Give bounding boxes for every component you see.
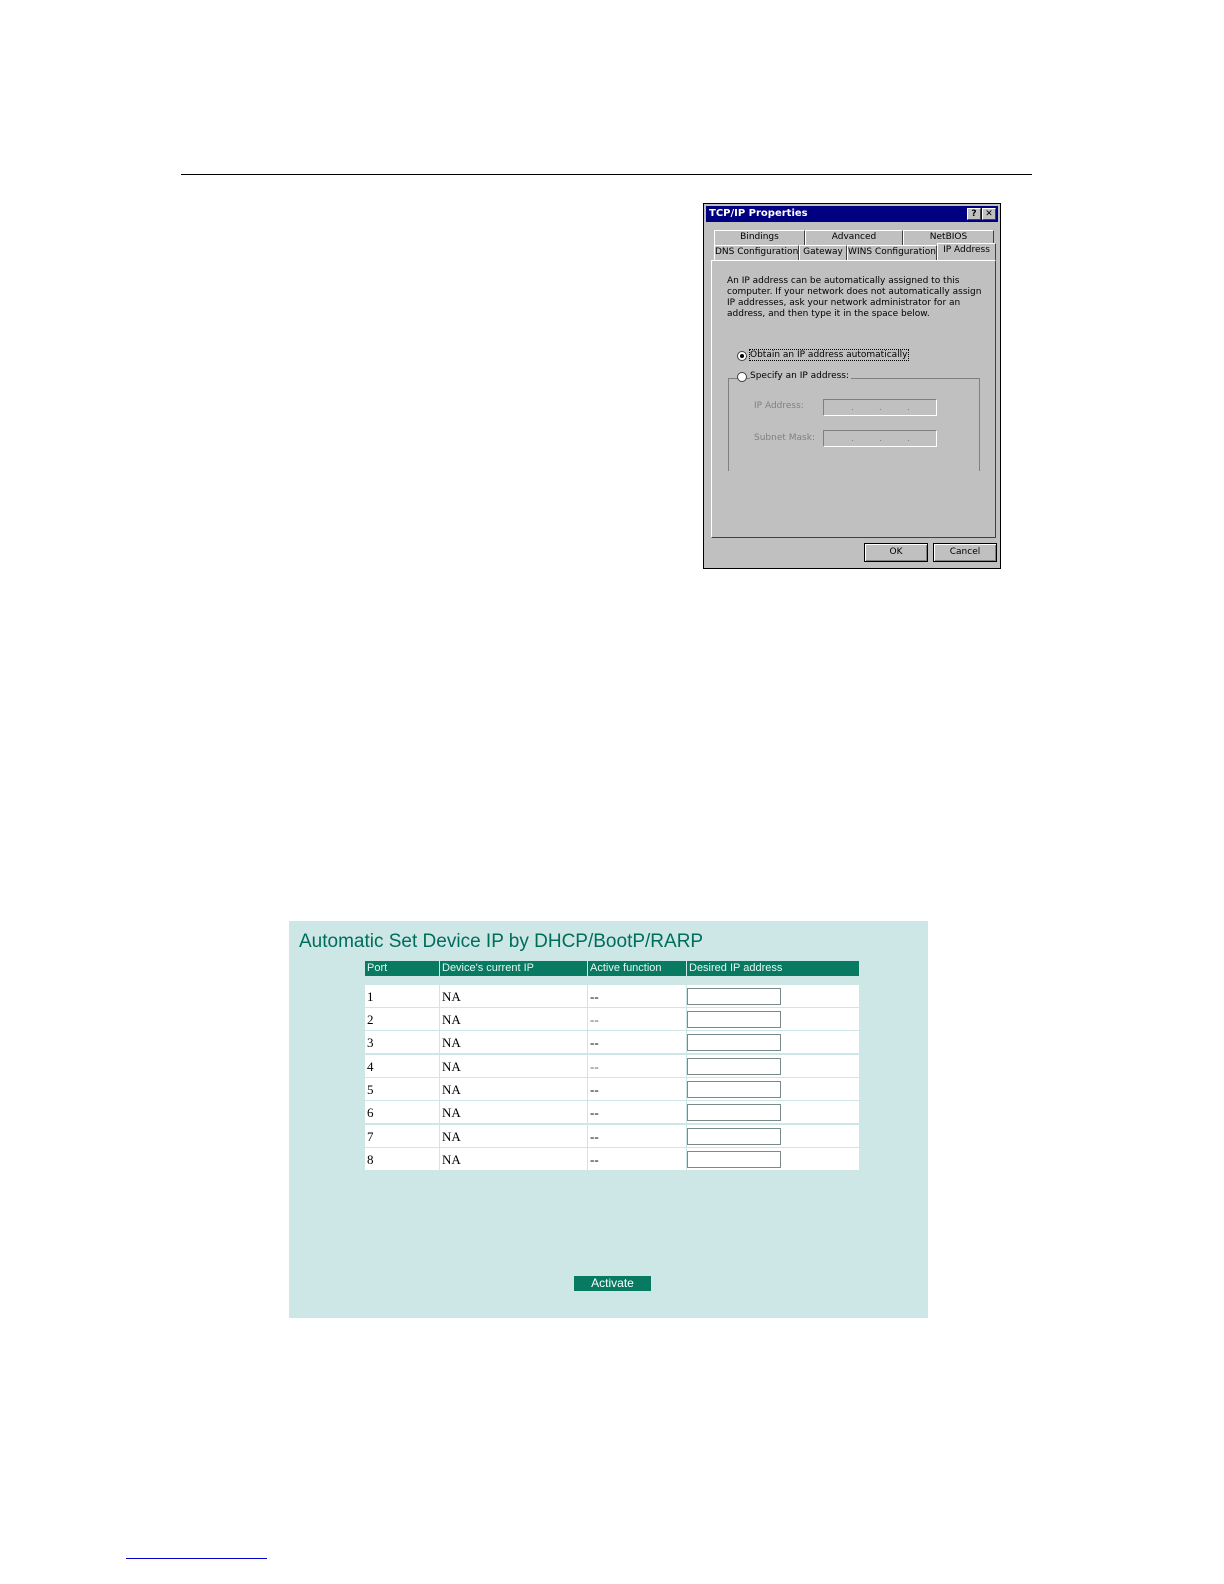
desired-ip-input[interactable] bbox=[687, 1128, 781, 1145]
current-ip-cell: NA bbox=[439, 1101, 587, 1123]
port-cell: 6 bbox=[367, 1105, 374, 1120]
dialog-title-bar bbox=[706, 206, 998, 222]
desired-ip-input[interactable] bbox=[687, 1151, 781, 1168]
tab-ip-address[interactable]: IP Address bbox=[937, 243, 996, 260]
cancel-button[interactable]: Cancel bbox=[933, 543, 997, 562]
active-function-cell: -- bbox=[587, 1101, 686, 1123]
activate-button[interactable]: Activate bbox=[574, 1276, 651, 1291]
header-rule bbox=[181, 174, 1032, 175]
port-cell: 5 bbox=[367, 1082, 374, 1097]
obtain-ip-radio[interactable] bbox=[737, 351, 747, 361]
column-port: Port bbox=[367, 962, 388, 974]
ip-address-label: IP Address: bbox=[754, 401, 804, 411]
auto-set-ip-panel bbox=[289, 921, 928, 1318]
obtain-ip-label[interactable]: Obtain an IP address automatically bbox=[750, 350, 908, 360]
ip-description: An IP address can be automatically assigned to this computer. If your network does not automatically assign IP addresses, ask your network administrator for an address, and then type it in the space below. bbox=[727, 276, 982, 319]
desired-ip-input[interactable] bbox=[687, 988, 781, 1005]
subnet-mask-field[interactable]: . . . bbox=[823, 430, 937, 447]
column-active-function: Active function bbox=[587, 961, 686, 976]
footnote-rule bbox=[126, 1558, 267, 1559]
table-row bbox=[365, 985, 859, 1007]
table-row bbox=[365, 1055, 859, 1077]
tab-advanced[interactable]: Advanced bbox=[805, 230, 903, 245]
active-function-cell: -- bbox=[587, 1055, 686, 1077]
active-function-cell: -- bbox=[587, 1078, 686, 1100]
port-cell: 8 bbox=[367, 1152, 374, 1167]
ok-button[interactable]: OK bbox=[864, 543, 928, 562]
tab-netbios[interactable]: NetBIOS bbox=[903, 230, 994, 245]
column-current-ip: Device's current IP bbox=[439, 961, 587, 976]
active-function-cell: -- bbox=[587, 1008, 686, 1030]
dialog-title: TCP/IP Properties bbox=[709, 208, 808, 219]
page-title: Automatic Set Device IP by DHCP/BootP/RARP bbox=[299, 931, 704, 952]
current-ip-cell: NA bbox=[439, 1031, 587, 1053]
port-cell: 3 bbox=[367, 1035, 374, 1050]
tab-bindings[interactable]: Bindings bbox=[714, 230, 805, 245]
tab-gateway[interactable]: Gateway bbox=[799, 245, 847, 260]
ip-address-panel bbox=[711, 260, 996, 538]
active-function-cell: -- bbox=[587, 1031, 686, 1053]
specify-ip-groupbox bbox=[728, 378, 980, 471]
desired-ip-input[interactable] bbox=[687, 1058, 781, 1075]
subnet-mask-label: Subnet Mask: bbox=[754, 433, 815, 443]
ip-address-field[interactable]: . . . bbox=[823, 399, 937, 416]
tcpip-properties-dialog bbox=[703, 203, 1001, 569]
table-row bbox=[365, 1008, 859, 1030]
help-button[interactable]: ? bbox=[967, 208, 981, 220]
table-row bbox=[365, 1031, 859, 1053]
table-row bbox=[365, 1078, 859, 1100]
active-function-cell: -- bbox=[587, 1125, 686, 1147]
tab-dns-configuration[interactable]: DNS Configuration bbox=[714, 245, 799, 260]
table-header bbox=[365, 961, 859, 976]
current-ip-cell: NA bbox=[439, 1078, 587, 1100]
port-cell: 2 bbox=[367, 1012, 374, 1027]
desired-ip-input[interactable] bbox=[687, 1011, 781, 1028]
active-function-cell: -- bbox=[587, 1148, 686, 1170]
port-cell: 1 bbox=[367, 989, 374, 1004]
close-button[interactable]: ✕ bbox=[982, 208, 996, 220]
current-ip-cell: NA bbox=[439, 985, 587, 1007]
port-cell: 7 bbox=[367, 1129, 374, 1144]
current-ip-cell: NA bbox=[439, 1148, 587, 1170]
active-function-cell: -- bbox=[587, 985, 686, 1007]
current-ip-cell: NA bbox=[439, 1008, 587, 1030]
port-cell: 4 bbox=[367, 1059, 374, 1074]
tab-wins-configuration[interactable]: WINS Configuration bbox=[847, 245, 937, 260]
table-row bbox=[365, 1101, 859, 1123]
table-row bbox=[365, 1148, 859, 1170]
current-ip-cell: NA bbox=[439, 1125, 587, 1147]
desired-ip-input[interactable] bbox=[687, 1104, 781, 1121]
desired-ip-input[interactable] bbox=[687, 1034, 781, 1051]
current-ip-cell: NA bbox=[439, 1055, 587, 1077]
specify-ip-radio[interactable] bbox=[737, 372, 747, 382]
column-desired-ip: Desired IP address bbox=[686, 961, 859, 976]
table-row bbox=[365, 1125, 859, 1147]
desired-ip-input[interactable] bbox=[687, 1081, 781, 1098]
specify-ip-label[interactable]: Specify an IP address: bbox=[750, 371, 850, 381]
